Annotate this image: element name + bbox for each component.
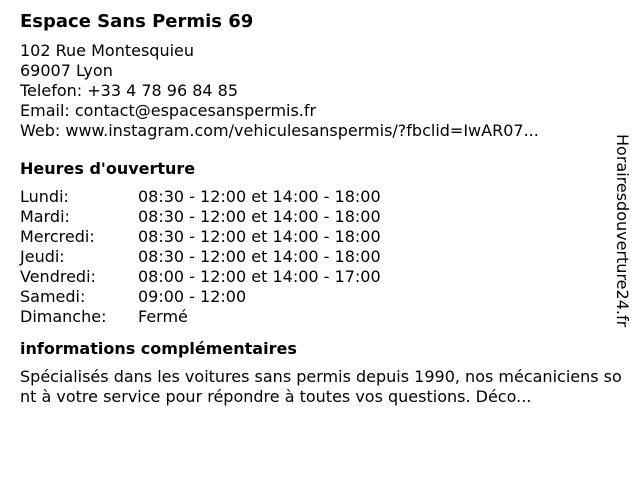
opening-hours-title: Heures d'ouverture <box>20 159 196 178</box>
day-label: Mercredi: <box>20 227 95 246</box>
business-name: Espace Sans Permis 69 <box>20 11 254 32</box>
day-label: Jeudi: <box>20 247 65 266</box>
opening-hours-table <box>20 187 616 327</box>
hours-row-vendredi <box>20 267 616 287</box>
day-hours: 08:30 - 12:00 et 14:00 - 18:00 <box>138 207 381 226</box>
day-label: Mardi: <box>20 207 70 226</box>
day-label: Lundi: <box>20 187 69 206</box>
address-city: 69007 Lyon <box>20 61 113 80</box>
day-label: Dimanche: <box>20 307 107 326</box>
address-street: 102 Rue Montesquieu <box>20 41 195 60</box>
web-line: Web: www.instagram.com/vehiculesanspermis/?fbclid=IwAR07... <box>20 121 539 140</box>
day-label: Vendredi: <box>20 267 96 286</box>
day-hours: Fermé <box>138 307 188 326</box>
hours-row-jeudi <box>20 247 616 267</box>
hours-row-lundi <box>20 187 616 207</box>
day-hours: 09:00 - 12:00 <box>138 287 247 306</box>
phone-line: Telefon: +33 4 78 96 84 85 <box>20 81 239 100</box>
hours-row-mercredi <box>20 227 616 247</box>
additional-info-text: Spécialisés dans les voitures sans permis depuis 1990, nos mécaniciens sont à votre service pour répondre à toutes vos questions. Déco... <box>20 367 622 406</box>
email-line: Email: contact@espacesanspermis.fr <box>20 101 317 120</box>
day-hours: 08:30 - 12:00 et 14:00 - 18:00 <box>138 227 381 246</box>
day-hours: 08:30 - 12:00 et 14:00 - 18:00 <box>138 187 381 206</box>
site-watermark: Horairesdouverture24.fr <box>613 134 632 328</box>
business-card <box>20 10 622 407</box>
day-label: Samedi: <box>20 287 86 306</box>
hours-row-dimanche <box>20 307 616 327</box>
hours-row-samedi <box>20 287 616 307</box>
hours-row-mardi <box>20 207 616 227</box>
day-hours: 08:30 - 12:00 et 14:00 - 18:00 <box>138 247 381 266</box>
day-hours: 08:00 - 12:00 et 14:00 - 17:00 <box>138 267 381 286</box>
additional-info-title: informations complémentaires <box>20 339 297 358</box>
